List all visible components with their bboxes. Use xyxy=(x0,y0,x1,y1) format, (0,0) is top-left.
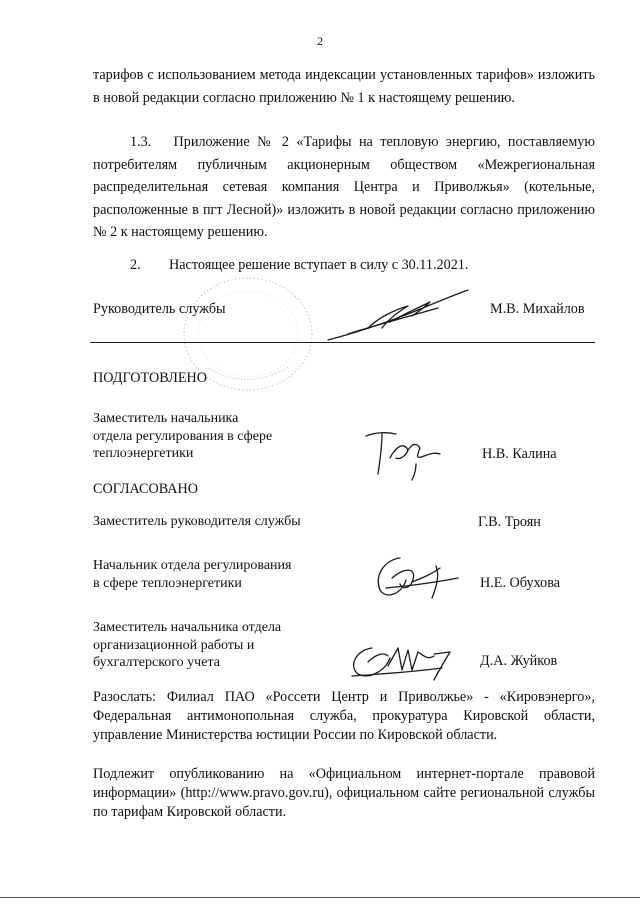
page-number: 2 xyxy=(317,34,323,48)
agreed-position-line: Заместитель начальника отдела xyxy=(93,620,282,635)
agreed-signer-3-name: Д.А. Жуйков xyxy=(480,653,558,669)
continuation-paragraph: тарифов с использованием метода индексации установленных тарифов» изложить в новой редакции согласно приложению № 1 к настоящему решению. xyxy=(93,67,595,106)
item-1-3-number: 1.3. xyxy=(130,134,152,150)
agreed-signer-2-position xyxy=(93,557,291,592)
prepared-position xyxy=(93,410,272,463)
head-position: Руководитель службы xyxy=(93,301,226,317)
prepared-name: Н.В. Калина xyxy=(482,446,557,462)
prepared-signature-icon xyxy=(360,424,450,484)
agreed-signer-2-name: Н.Е. Обухова xyxy=(480,575,561,591)
agreed-position-line: бухгалтерского учета xyxy=(93,655,220,670)
page-bottom-edge xyxy=(0,897,640,898)
publication-paragraph: Подлежит опубликованию на «Официальном интернет-портале правовой информации» (http://www.pravo.gov.ru), официальном сайте региональной службы по тарифам Кировской области. xyxy=(93,766,595,820)
head-name: М.В. Михайлов xyxy=(490,301,585,317)
agreed-position-line: Заместитель руководителя службы xyxy=(93,514,301,529)
agreed-signer-1-name: Г.В. Троян xyxy=(478,514,541,530)
prepared-position-line: теплоэнергетики xyxy=(93,446,194,461)
agreed-signer-1-position xyxy=(93,513,301,531)
signature-separator xyxy=(90,342,595,343)
distribution-paragraph: Разослать: Филиал ПАО «Россети Центр и Приволжье» - «Кировэнерго», Федеральная антимонопольная служба, прокуратура Кировской области, управление Министерства юстиции России по Кировской области. xyxy=(93,689,595,743)
agreed-signer-3-position xyxy=(93,619,281,672)
item-1-3-paragraph xyxy=(93,131,595,244)
item-2-number: 2. xyxy=(130,257,141,273)
prepared-position-line: отдела регулирования в сфере xyxy=(93,428,273,444)
item-2-text: Настоящее решение вступает в силу с 30.11.2021. xyxy=(169,257,469,273)
agreed-heading: СОГЛАСОВАНО xyxy=(93,481,199,497)
agreed-position-line: в сфере теплоэнергетики xyxy=(93,575,242,591)
agreed-position-line: Начальник отдела регулирования xyxy=(93,558,292,573)
agreed-signer-2-signature-icon xyxy=(366,548,466,604)
agreed-position-line: организационной работы и xyxy=(93,637,255,653)
prepared-position-line: Заместитель начальника xyxy=(93,411,239,426)
agreed-signer-3-signature-icon xyxy=(342,636,462,686)
item-1-3-text: Приложение № 2 «Тарифы на тепловую энергию, поставляемую потребителям публичным акционерным обществом «Межрегиональная распределительная сетевая компания Центра и Приволжья» (котельные, расположенные в пгт Лесной)» изложить в новой редакции согласно приложению № 2 к настоящему решению. xyxy=(93,134,595,240)
prepared-heading: ПОДГОТОВЛЕНО xyxy=(93,370,207,386)
